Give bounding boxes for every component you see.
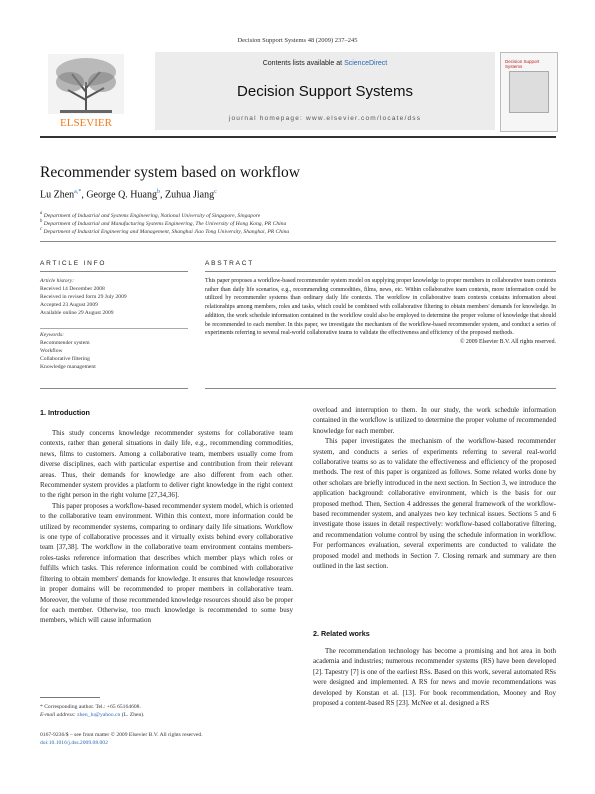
author-name[interactable]: Zuhua Jiang: [164, 189, 215, 201]
journal-cover-thumbnail[interactable]: [500, 52, 558, 132]
elsevier-wordmark: ELSEVIER: [60, 117, 112, 129]
related-works-heading: 2. Related works: [313, 629, 370, 638]
abstract-rule: [205, 271, 556, 272]
abstract-heading: ABSTRACT: [205, 260, 255, 267]
author-name[interactable]: Lu Zhen: [40, 189, 75, 201]
email-label: E-mail address:: [40, 712, 78, 718]
author-affiliation-mark[interactable]: c: [214, 189, 217, 195]
affiliation-rule: [40, 241, 556, 242]
paragraph: This paper investigates the mechanism of the workflow-based recommender system, and conducts a series of experiments referring to several real-world collaborative teams so as to validate the effectiveness and efficiency of the proposed methods. The rest of this paper is organized as follows. Some related works done by other scholars are briefly introduced in the next section. In Section 3, we introduce the application background: collaborative environment, which is the basis for our proposed method. Then, Section 4 addresses the general framework of the workflow-based recommender system, and analyzes two key technical issues. Sections 5 and 6 investigate those issues in detail respectively: workflow-based collaborative filtering, and recommendation volume control by using the schedule information in workflow. For performances evaluation, several experiments are conducted to validate the proposed model and methods in Section 7. Closing remark and summary are then outlined in the last section.: [313, 437, 556, 571]
paragraph: overload and interruption to them. In our study, the work schedule information contained in the workflow is utilized to determine the proper volume of recommended knowledge for each member.: [313, 406, 556, 435]
footnote: [40, 703, 145, 719]
affiliation-text: Department of Industrial and Systems Engineering, National University of Singapore, Singapore: [43, 212, 261, 219]
author-affiliation-mark[interactable]: a,*: [74, 189, 82, 195]
abstract: [205, 277, 556, 347]
keywords-rule: [40, 328, 188, 329]
affiliation-text: Department of Industrial and Manufacturing Systems Engineering, The University of Hong Kong, PR China: [43, 220, 287, 227]
contents-prefix: Contents lists available at: [262, 60, 345, 67]
right-column: [313, 405, 556, 572]
affiliation: [40, 219, 286, 227]
keyword[interactable]: Collaborative filtering: [40, 356, 90, 362]
author-list: Lu Zhen$^{a,*}$, George Q. Huang$^b$, Zuhua Jiang$^c$: [40, 189, 217, 201]
paragraph: This paper proposes a workflow-based recommender system model, which is oriented to the collaborative team environment. Within this context, more information could be utilized by recommender systems, comparing to ordinary daily life situations. Workflow is one type of collaborative processes and it virtually exists behind every collaborative team [37,38]. The workflow in the collaborative team environment contains members-roles-tasks reference information that describes which member plays which roles or fulfills which tasks. This reference information could be combined with collaborative filtering to obtain members' demands for knowledge. It ensures that knowledge resources in proper domains will be recommended to proper members in collaborative team. Moreover, the volume of those recommended knowledge resources should also be proper for each member. Otherwise, too much knowledge is recommended to some busy members, which will cause information: [40, 501, 293, 625]
journal-title[interactable]: Decision Support Systems: [237, 83, 413, 100]
keyword[interactable]: Knowledge management: [40, 364, 96, 370]
affiliation: [40, 211, 260, 219]
author-name[interactable]: George Q. Huang: [86, 189, 157, 201]
affiliation: [40, 227, 289, 235]
affiliation-mark: b: [40, 219, 43, 224]
elsevier-tree-icon: [40, 52, 132, 130]
footnote-rule: [40, 697, 100, 698]
introduction-heading: 1. Introduction: [40, 408, 90, 417]
abstract-body: This paper proposes a workflow-based recommender system model on supplying proper knowledge to proper members in collaborative team contexts rather than daily life scenarios, e.g., recommending commodities, films, news, etc. Within collaborative team contexts, more information could be utilized by recommender systems than ordinary daily life contexts. The workflow in collaborative team contexts contains information about relationships among members, roles and tasks, which could be combined with collaborative filtering to obtain members' demands for knowledge. In addition, the work schedule information contained in the workflow could also be employed to determine the proper volume of knowledge that should be recommended to each member. In this paper, we investigate the mechanism of the workflow-based recommender system, and conduct a series of experiments referring to several real-world collaborative teams to validate the effectiveness and efficiency of the proposed methods.: [205, 278, 556, 337]
email-link[interactable]: zhen_lu@yahoo.cn: [77, 712, 121, 718]
cover-title: Decision Support Systems: [505, 59, 540, 69]
paragraph: This study concerns knowledge recommender systems for collaborative team contexts, rather than general situations in daily life, e.g., recommending commodities, news, films to customers. Among a collaborative team, members usually come from diverse disciplines, each with particular expertise and contribution from their relevant areas. Thus, their demands for knowledge are also different from each other. Recommender system provides a platform to deliver right knowledge in the right context to the right person in the right volume [27,34,36].: [40, 429, 293, 500]
left-column: [40, 428, 293, 626]
elsevier-logo[interactable]: [40, 52, 132, 130]
history-item: Received in revised form 29 July 2009: [40, 294, 127, 300]
issn-line: 0167-9236/$ – see front matter © 2009 Elsevier B.V. All rights reserved.: [40, 732, 203, 738]
section-rule: [205, 388, 556, 389]
history-label: Article history:: [40, 278, 75, 284]
copyright-notice: © 2009 Elsevier B.V. All rights reserved.: [459, 338, 556, 345]
email-line: [40, 711, 145, 719]
affiliation-mark: c: [40, 227, 43, 232]
article-info-heading: ARTICLE INFO: [40, 260, 107, 267]
affiliation-text: Department of Industrial Engineering and Management, Shanghai Jiao Tong University, Shanghai, PR China: [43, 228, 290, 235]
history-item: Received 14 December 2008: [40, 286, 105, 292]
keywords-label: Keywords:: [40, 332, 65, 338]
affiliation-mark: a: [40, 211, 43, 216]
keyword[interactable]: Recommender system: [40, 340, 90, 346]
article-info-rule: [40, 271, 188, 272]
doi-link[interactable]: doi:10.1016/j.dss.2009.08.002: [40, 740, 108, 746]
front-matter: [40, 731, 203, 747]
contents-line: [155, 60, 495, 67]
paragraph: The recommendation technology has become a promising and hot area in both academia and industries; numerous recommender systems (RS) have been developed [2]. Tapestry [7] is one of the earliest RSs. Based on this work, several automated RSs were designed and implemented. A RS for news and movie recommendations was developed by Konstan et al. [13]. For book recommendation, Mooney and Roy proposed a content-based RS [23]. McNee et al. designed a RS: [313, 647, 556, 708]
keyword[interactable]: Workflow: [40, 348, 63, 354]
sciencedirect-link[interactable]: ScienceDirect: [344, 60, 388, 67]
history-item: Accepted 23 August 2009: [40, 302, 98, 308]
journal-homepage[interactable]: journal homepage: www.elsevier.com/locate/dss: [228, 115, 422, 122]
related-works-text: [313, 646, 556, 708]
journal-reference: Decision Support Systems 48 (2009) 237–245: [237, 37, 358, 44]
author-affiliation-mark[interactable]: b: [156, 189, 160, 195]
email-owner: (L. Zhen).: [120, 712, 145, 718]
header-rule: [40, 136, 556, 138]
corresponding-author-note: * Corresponding author. Tel.: +65 65164608.: [40, 704, 141, 710]
cover-image: [509, 71, 549, 113]
section-rule: [40, 388, 188, 389]
article-title: Recommender system based on workflow: [40, 164, 300, 181]
history-item: Available online 29 August 2009: [40, 310, 114, 316]
